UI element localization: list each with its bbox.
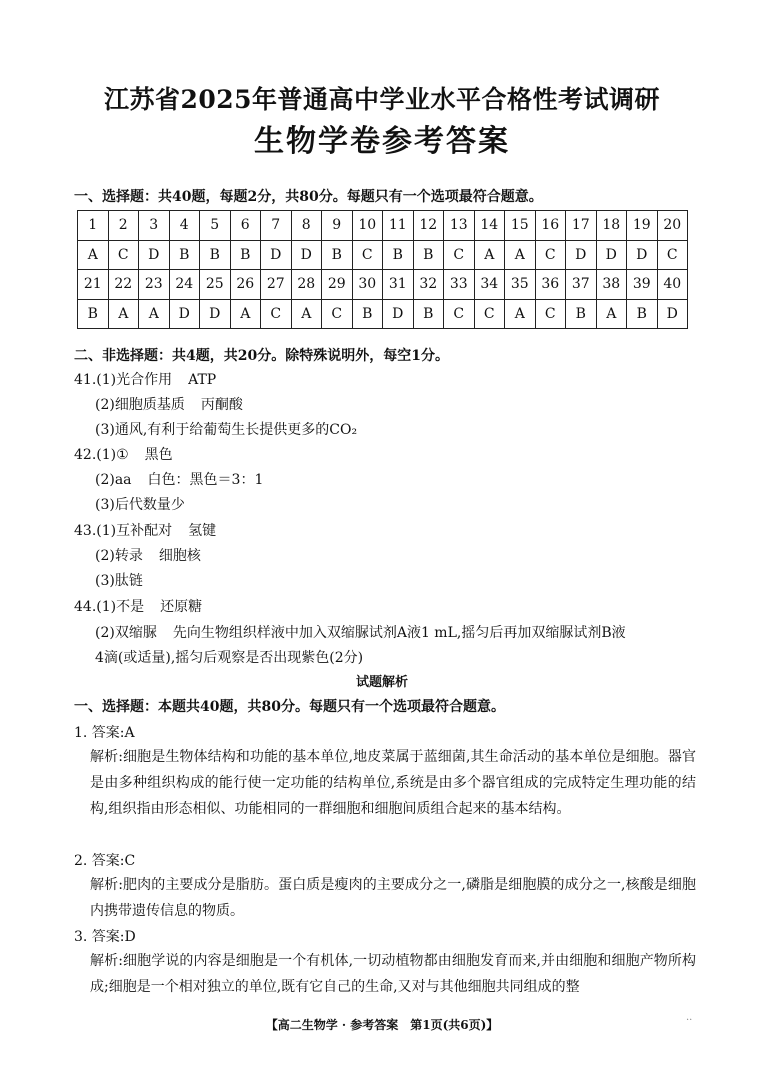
answer-cell: A: [230, 299, 261, 329]
question-number-cell: 32: [413, 270, 444, 300]
q42-answer-1b: 黑色: [144, 447, 173, 463]
q41-line-3: (3)通风,有利于给葡萄生长提供更多的CO₂: [95, 422, 358, 438]
answer-cell: C: [444, 240, 475, 270]
q41-answer-2a: (2)细胞质基质: [95, 397, 185, 413]
q44-line-3: 4滴(或适量),摇匀后观察是否出现紫色(2分): [95, 650, 364, 666]
question-number-cell: 35: [505, 270, 536, 300]
answer-table-row: [78, 270, 688, 300]
answer-table-row: [78, 299, 688, 329]
answer-cell: A: [139, 299, 170, 329]
answer-table-row: [78, 240, 688, 270]
question-number-cell: 34: [474, 270, 505, 300]
answer-cell: A: [108, 299, 139, 329]
answer-table: [77, 210, 688, 329]
question-number-cell: 26: [230, 270, 261, 300]
question-number-cell: 14: [474, 211, 505, 241]
q44-line-2: [95, 622, 626, 642]
question-number-cell: 36: [535, 270, 566, 300]
q44-answer-2a: (2)双缩脲: [95, 625, 157, 641]
question-number-cell: 29: [322, 270, 353, 300]
answer-cell: A: [505, 299, 536, 329]
question-number-cell: 8: [291, 211, 322, 241]
q43-answer-1a: 43.(1)互补配对: [74, 523, 173, 539]
answer-cell: B: [200, 240, 231, 270]
analysis-text-2: 解析:肥肉的主要成分是脂肪。蛋白质是瘦肉的主要成分之一,磷脂是细胞膜的成分之一,核酸是细胞内携带遗传信息的物质。: [90, 877, 696, 919]
answer-cell: C: [322, 299, 353, 329]
answer-cell: A: [596, 299, 627, 329]
question-number-cell: 33: [444, 270, 475, 300]
q42-answer-1a: 42.(1)①: [74, 447, 129, 463]
question-number-cell: 3: [139, 211, 170, 241]
answer-cell: C: [261, 299, 292, 329]
analysis-heading: 试题解析: [355, 675, 408, 690]
answer-cell: D: [383, 299, 414, 329]
page-footer: 【高二生物学 · 参考答案 第1页(共6页)】: [265, 1018, 499, 1032]
question-number-cell: 31: [383, 270, 414, 300]
q43-answer-2b: 细胞核: [158, 548, 201, 564]
analysis-answer-1: 1. 答案:A: [74, 725, 135, 741]
question-number-cell: 17: [566, 211, 597, 241]
question-number-cell: 22: [108, 270, 139, 300]
question-number-cell: 4: [169, 211, 200, 241]
section-2-heading: 二、非选择题：共4题，共20分。除特殊说明外，每空1分。: [74, 348, 449, 364]
q43-answer-2a: (2)转录: [95, 548, 143, 564]
question-number-cell: 6: [230, 211, 261, 241]
q44-answer-2b: 先向生物组织样液中加入双缩脲试剂A液1 mL,摇匀后再加双缩脲试剂B液: [172, 625, 626, 641]
question-number-cell: 9: [322, 211, 353, 241]
answer-cell: B: [322, 240, 353, 270]
answer-cell: A: [505, 240, 536, 270]
question-number-cell: 18: [596, 211, 627, 241]
answer-cell: C: [474, 299, 505, 329]
answer-cell: B: [169, 240, 200, 270]
analysis-text-3: 解析:细胞学说的内容是细胞是一个有机体,一切动植物都由细胞发育而来,并由细胞和细胞产物所构成;细胞是一个相对独立的单位,既有它自己的生命,又对与其他细胞共同组成的整: [90, 953, 696, 995]
answer-cell: D: [291, 240, 322, 270]
q43-answer-1b: 氢键: [188, 523, 217, 539]
question-number-cell: 23: [139, 270, 170, 300]
answer-table-row: [78, 211, 688, 241]
answer-cell: B: [352, 299, 383, 329]
answer-cell: C: [657, 240, 688, 270]
answer-cell: B: [566, 299, 597, 329]
answer-cell: D: [139, 240, 170, 270]
q41-line-2: [95, 394, 243, 414]
q43-line-2: [95, 545, 201, 565]
answer-cell: B: [230, 240, 261, 270]
answer-cell: B: [78, 299, 109, 329]
question-number-cell: 12: [413, 211, 444, 241]
q44-answer-1b: 还原糖: [160, 599, 203, 615]
question-number-cell: 15: [505, 211, 536, 241]
q41-answer-1b: ATP: [188, 372, 217, 388]
question-number-cell: 37: [566, 270, 597, 300]
answer-cell: D: [657, 299, 688, 329]
answer-cell: A: [474, 240, 505, 270]
question-number-cell: 2: [108, 211, 139, 241]
question-number-cell: 39: [627, 270, 658, 300]
question-number-cell: 38: [596, 270, 627, 300]
question-number-cell: 1: [78, 211, 109, 241]
analysis-answer-2: 2. 答案:C: [74, 853, 136, 869]
answer-cell: C: [352, 240, 383, 270]
section-1-heading: 一、选择题：共40题，每题2分，共80分。每题只有一个选项最符合题意。: [74, 189, 543, 205]
answer-cell: B: [383, 240, 414, 270]
q42-line-2: [95, 469, 263, 489]
q42-line-3: (3)后代数量少: [95, 497, 185, 513]
question-number-cell: 13: [444, 211, 475, 241]
analysis-text-1: 解析:细胞是生物体结构和功能的基本单位,地皮菜属于蓝细菌,其生命活动的基本单位是细胞。器官是由多种组织构成的能行使一定功能的结构单位,系统是由多个器官组成的完成特定生理功能的结构,组织指由形态相似、功能相同的一群细胞和细胞间质组合起来的基本结构。: [90, 749, 696, 817]
answer-cell: B: [627, 299, 658, 329]
question-number-cell: 20: [657, 211, 688, 241]
question-number-cell: 19: [627, 211, 658, 241]
question-number-cell: 30: [352, 270, 383, 300]
q42-answer-2b: 白色：黑色＝3：1: [147, 472, 264, 488]
answer-cell: D: [627, 240, 658, 270]
title-line-1: 江苏省2025年普通高中学业水平合格性考试调研: [103, 85, 661, 114]
question-number-cell: 27: [261, 270, 292, 300]
answer-cell: A: [291, 299, 322, 329]
answer-cell: C: [444, 299, 475, 329]
question-number-cell: 40: [657, 270, 688, 300]
question-number-cell: 5: [200, 211, 231, 241]
answer-cell: D: [169, 299, 200, 329]
answer-cell: D: [261, 240, 292, 270]
answer-cell: D: [596, 240, 627, 270]
q44-line-1: [74, 596, 202, 616]
answer-cell: A: [78, 240, 109, 270]
answer-cell: C: [108, 240, 139, 270]
question-number-cell: 7: [261, 211, 292, 241]
question-number-cell: 16: [535, 211, 566, 241]
q42-answer-2a: (2)aa: [95, 472, 132, 488]
title-line-2: 生物学卷参考答案: [254, 124, 510, 159]
question-number-cell: 25: [200, 270, 231, 300]
answer-cell: C: [535, 240, 566, 270]
analysis-answer-3: 3. 答案:D: [74, 929, 136, 945]
q41-answer-2b: 丙酮酸: [200, 397, 243, 413]
question-number-cell: 11: [383, 211, 414, 241]
answer-cell: D: [200, 299, 231, 329]
answer-cell: C: [535, 299, 566, 329]
q41-answer-1a: 41.(1)光合作用: [74, 372, 173, 388]
question-number-cell: 24: [169, 270, 200, 300]
answer-cell: B: [413, 240, 444, 270]
q41-line-1: [74, 369, 216, 389]
analysis-section-heading: 一、选择题：本题共40题，共80分。每题只有一个选项最符合题意。: [74, 699, 505, 715]
q42-line-1: [74, 444, 173, 464]
answer-cell: B: [413, 299, 444, 329]
question-number-cell: 21: [78, 270, 109, 300]
page-mark: ..: [686, 1012, 693, 1023]
question-number-cell: 10: [352, 211, 383, 241]
question-number-cell: 28: [291, 270, 322, 300]
q44-answer-1a: 44.(1)不是: [74, 599, 145, 615]
answer-cell: D: [566, 240, 597, 270]
q43-line-3: (3)肽链: [95, 573, 143, 589]
q43-line-1: [74, 520, 216, 540]
